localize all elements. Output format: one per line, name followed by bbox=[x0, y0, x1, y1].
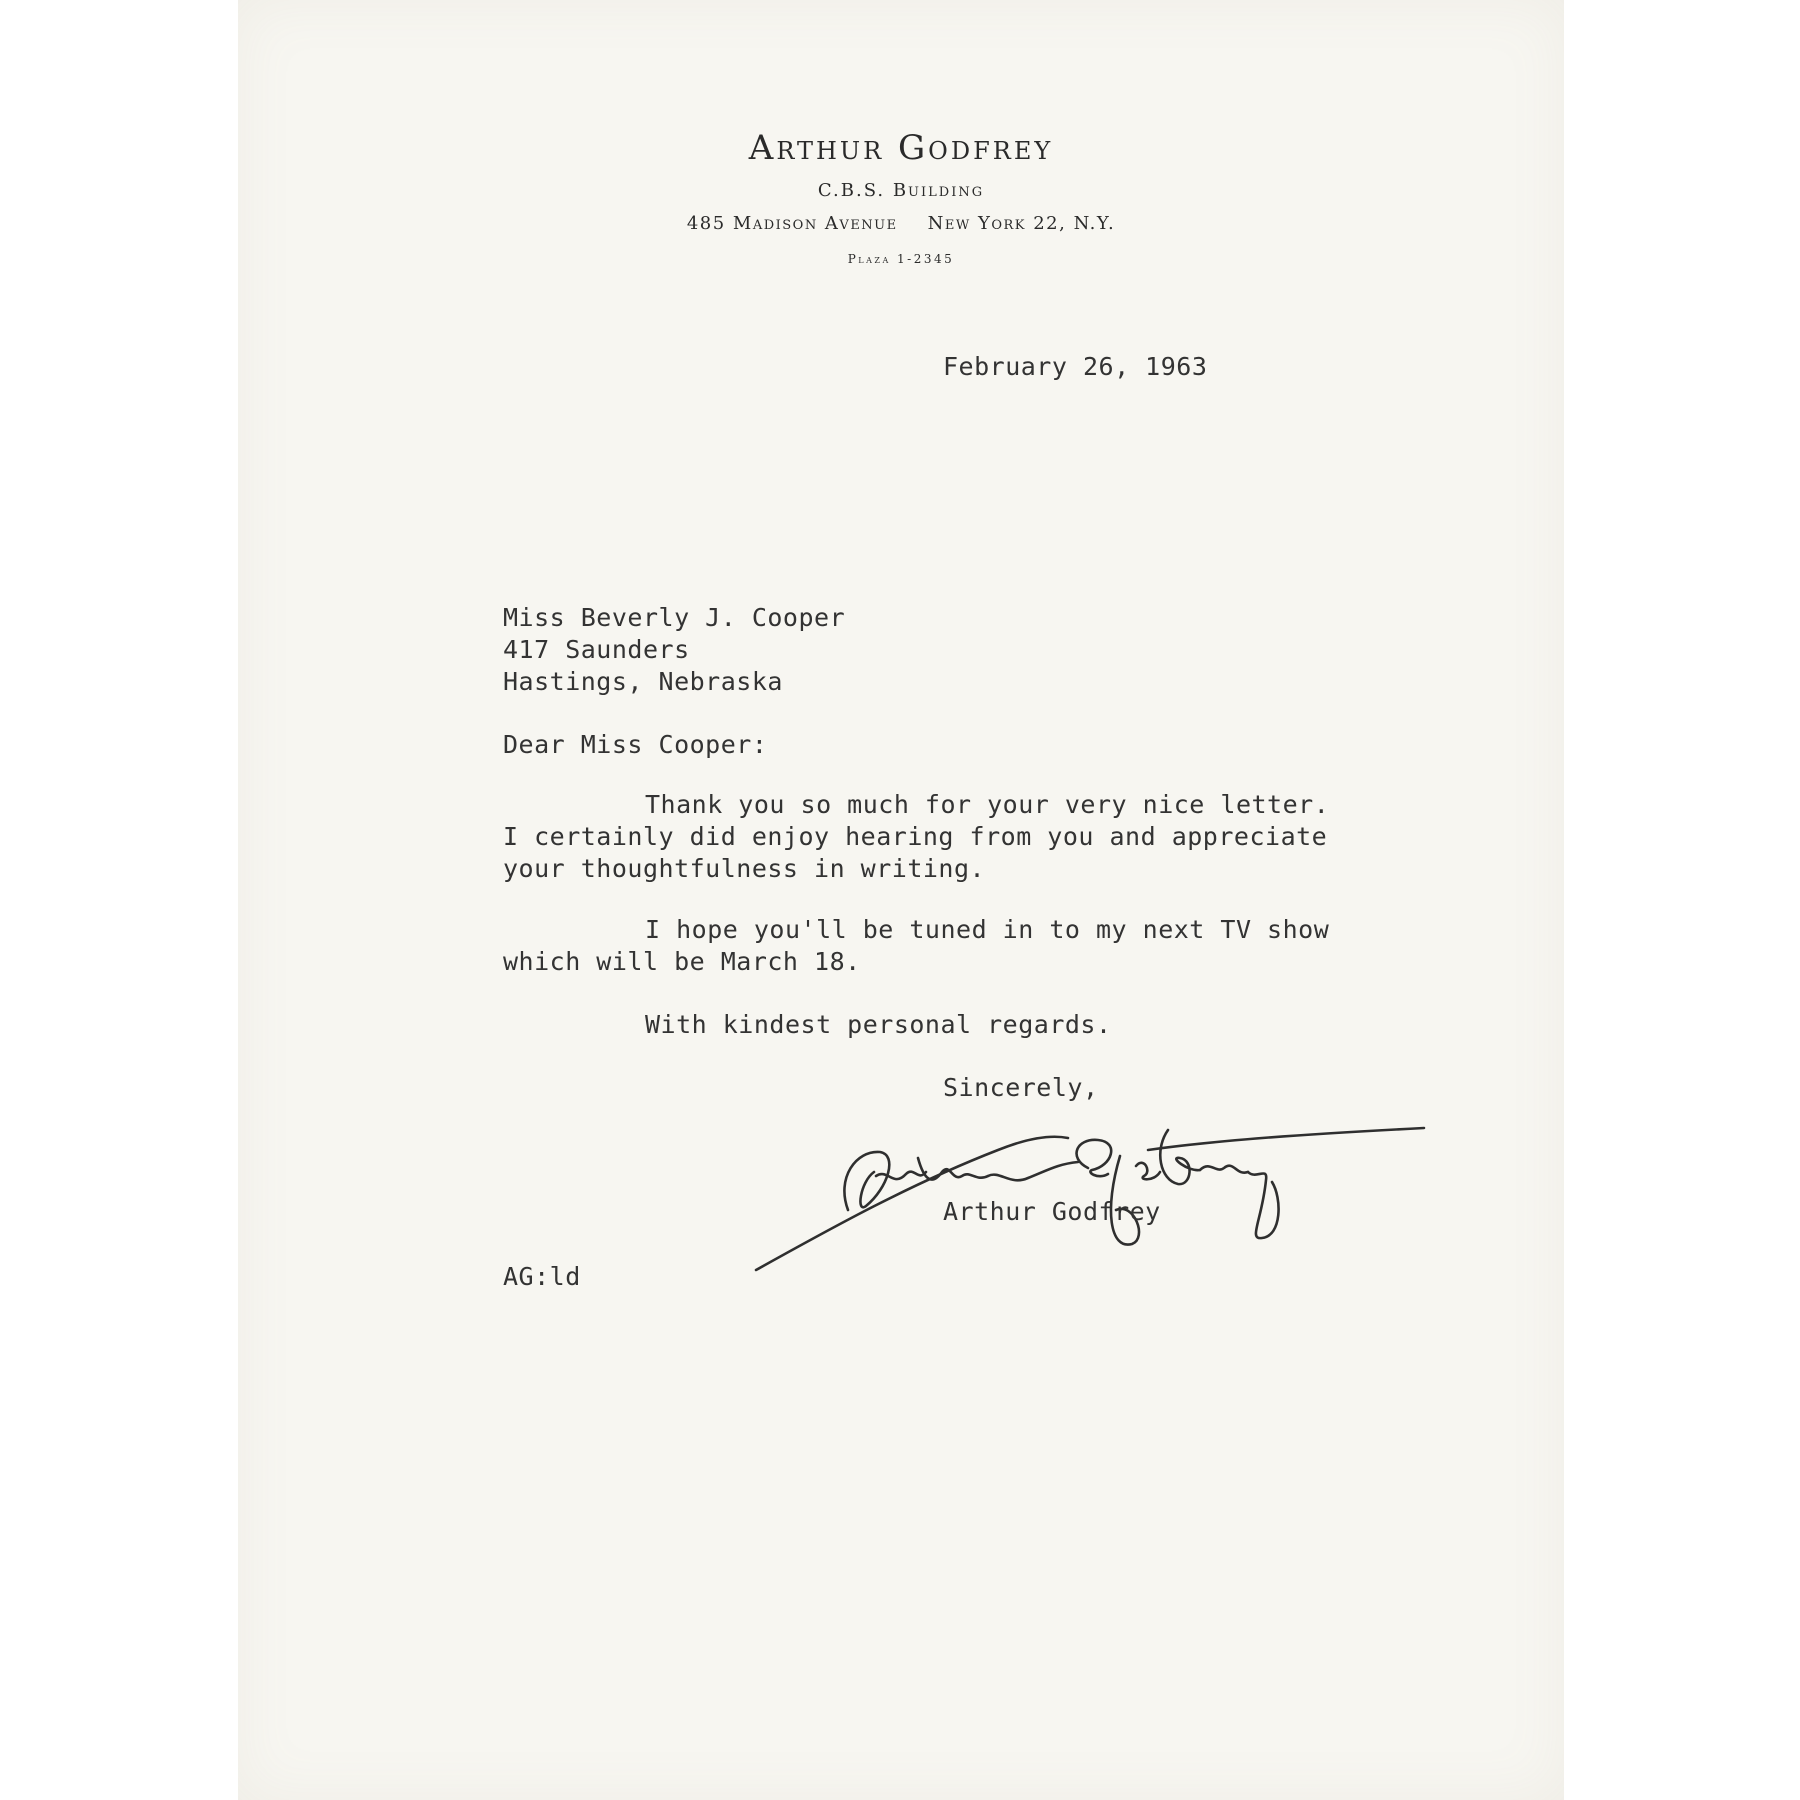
recipient-name: Miss Beverly J. Cooper bbox=[503, 603, 846, 632]
letterhead-address bbox=[238, 213, 1564, 234]
salutation: Dear Miss Cooper: bbox=[503, 730, 768, 759]
letterhead-street: 485 Madison Avenue bbox=[686, 213, 898, 234]
body-line: I certainly did enjoy hearing from you and appreciate bbox=[503, 822, 1328, 851]
letterhead-building: C.B.S. Building bbox=[817, 180, 985, 201]
signer-name: Arthur Godfrey bbox=[943, 1197, 1161, 1226]
recipient-city: Hastings, Nebraska bbox=[503, 667, 783, 696]
letterhead-phone: Plaza 1-2345 bbox=[847, 252, 955, 266]
body-line: Thank you so much for your very nice letter. bbox=[645, 790, 1330, 819]
body-line: which will be March 18. bbox=[503, 947, 861, 976]
letterhead-city: New York 22, N.Y. bbox=[927, 213, 1116, 234]
letter-page bbox=[238, 0, 1564, 1800]
reference-initials: AG:ld bbox=[503, 1262, 581, 1291]
letterhead-name: Arthur Godfrey bbox=[748, 128, 1054, 168]
letter-date: February 26, 1963 bbox=[943, 352, 1208, 381]
closing: Sincerely, bbox=[943, 1073, 1099, 1102]
handwritten-signature bbox=[748, 1110, 1428, 1280]
body-line: I hope you'll be tuned in to my next TV show bbox=[645, 915, 1330, 944]
body-line: your thoughtfulness in writing. bbox=[503, 854, 986, 883]
body-line: With kindest personal regards. bbox=[645, 1010, 1112, 1039]
recipient-street: 417 Saunders bbox=[503, 635, 690, 664]
